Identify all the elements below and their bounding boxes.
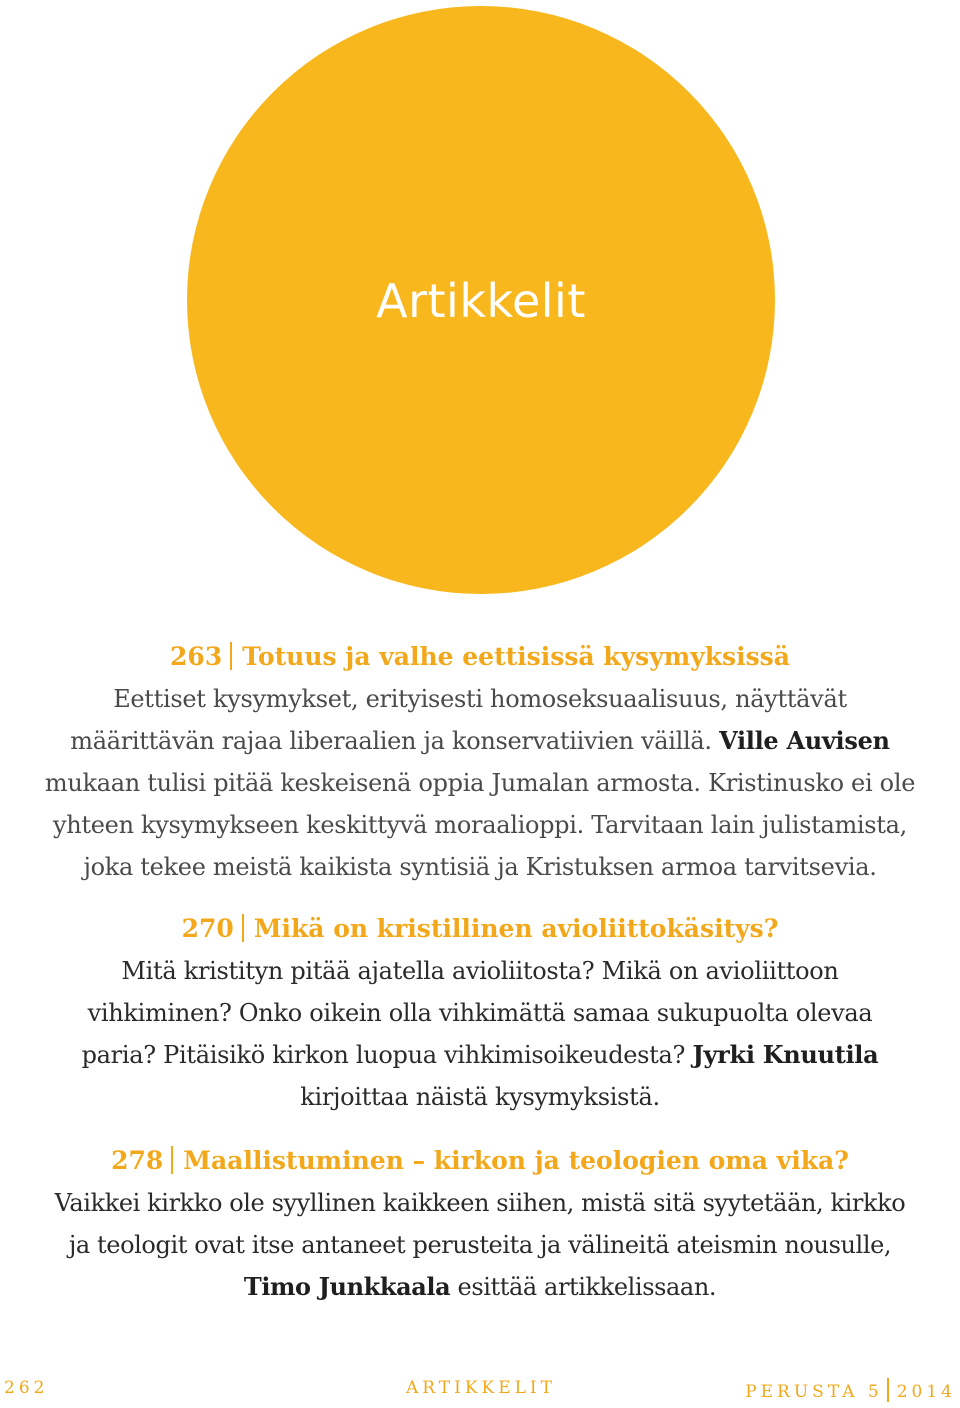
- article-text-line: yhteen kysymykseen keskittyvä moraalioppi. Tarvitaan lain julistamista,: [53, 811, 907, 839]
- article-text-line: kirjoittaa näistä kysymyksistä.: [300, 1083, 660, 1111]
- article-text-line: Vaikkei kirkko ole syyllinen kaikkeen siihen, mistä sitä syytetään, kirkko: [54, 1189, 906, 1217]
- article-list: [0, 636, 960, 1308]
- article-text-line: [0, 720, 960, 762]
- publication-name: PERUSTA 5: [745, 1382, 883, 1402]
- article-title: Mikä on kristillinen avioliittokäsitys?: [253, 914, 779, 943]
- article-title: Totuus ja valhe eettisissä kysymyksissä: [242, 642, 790, 671]
- article-author: Ville Auvisen: [719, 726, 890, 755]
- article-text-line: Mitä kristityn pitää ajatella avioliitosta? Mikä on avioliittoon: [121, 957, 839, 985]
- article-author: Timo Junkkaala: [243, 1272, 451, 1301]
- publication-year: 2014: [896, 1382, 956, 1402]
- page-footer: [0, 1374, 960, 1404]
- article-text-line: [0, 1266, 960, 1308]
- article-heading[interactable]: [0, 908, 960, 950]
- article-heading[interactable]: [0, 636, 960, 678]
- article-heading[interactable]: [0, 1140, 960, 1182]
- separator-bar: [230, 642, 232, 670]
- article-text-line: joka tekee meistä kaikista syntisiä ja Kristuksen armoa tarvitsevia.: [83, 853, 877, 881]
- article-entry: [0, 1140, 960, 1308]
- page-title: Artikkelit: [376, 274, 586, 328]
- article-text-line: vihkiminen? Onko oikein olla vihkimättä samaa sukupuolta olevaa: [87, 999, 873, 1027]
- article-page-number: 270: [181, 914, 234, 943]
- title-circle: [187, 6, 775, 594]
- publication-info: [745, 1378, 956, 1402]
- article-author: Jyrki Knuutila: [692, 1040, 879, 1069]
- article-entry: [0, 908, 960, 1118]
- article-text-fragment: esittää artikkelissaan.: [457, 1273, 717, 1301]
- article-page-number: 278: [111, 1146, 164, 1175]
- article-page-number: 263: [170, 642, 223, 671]
- article-text-line: mukaan tulisi pitää keskeisenä oppia Jumalan armosta. Kristinusko ei ole: [44, 769, 916, 797]
- article-title: Maallistuminen – kirkon ja teologien oma vika?: [183, 1146, 849, 1175]
- separator-bar: [171, 1146, 173, 1174]
- article-text-line: [0, 1034, 960, 1076]
- article-text-fragment: määrittävän rajaa liberaalien ja konservatiivien väillä.: [70, 727, 712, 755]
- footer-divider: [887, 1378, 889, 1402]
- article-text-fragment: paria? Pitäisikö kirkon luopua vihkimisoikeudesta?: [81, 1041, 686, 1069]
- page-number: 262: [4, 1378, 49, 1398]
- article-text-line: ja teologit ovat itse antaneet perusteita ja välineitä ateismin nousulle,: [68, 1231, 892, 1259]
- article-entry: [0, 636, 960, 888]
- separator-bar: [242, 914, 244, 942]
- section-name: ARTIKKELIT: [406, 1378, 556, 1398]
- article-text-line: Eettiset kysymykset, erityisesti homoseksuaalisuus, näyttävät: [113, 685, 847, 713]
